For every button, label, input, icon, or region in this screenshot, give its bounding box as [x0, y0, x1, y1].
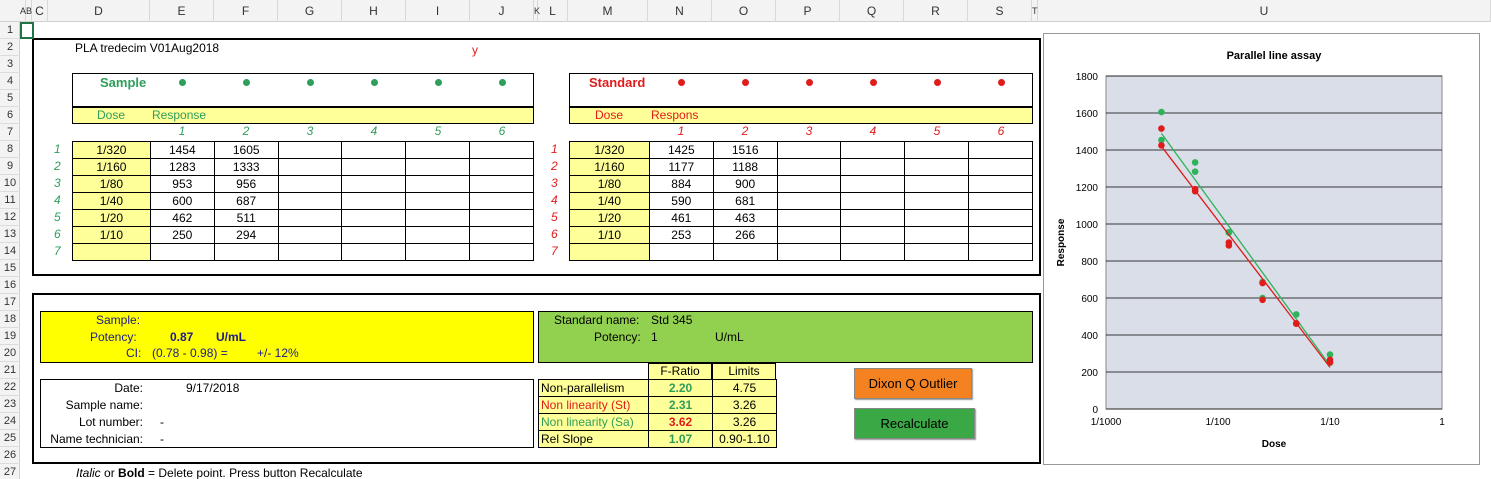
- response-cell[interactable]: [841, 176, 905, 193]
- stats-row: [539, 431, 777, 448]
- response-cell[interactable]: 884: [649, 176, 713, 193]
- standard-col-number: 5: [933, 124, 941, 138]
- standard-marker-dot: [678, 79, 685, 86]
- column-header-P[interactable]: P: [776, 0, 840, 22]
- row-header-13[interactable]: 13: [0, 226, 20, 243]
- column-header-U[interactable]: U: [1038, 0, 1491, 22]
- dose-cell[interactable]: 1/10: [73, 227, 151, 244]
- response-cell[interactable]: 1283: [150, 159, 214, 176]
- standard-potency-value: 1: [651, 330, 658, 344]
- response-cell[interactable]: [150, 244, 214, 261]
- standard-row-number: 2: [551, 159, 558, 173]
- response-cell[interactable]: [777, 227, 841, 244]
- footer-bold: Bold: [118, 466, 145, 479]
- standard-response-label: Respons: [651, 108, 699, 122]
- stats-row: [539, 414, 777, 431]
- stats-fratio: 3.62: [649, 414, 713, 431]
- date-label: Date:: [114, 381, 143, 395]
- row-header-9[interactable]: 9: [0, 158, 20, 175]
- column-header-J[interactable]: J: [470, 0, 534, 22]
- series-0-point: [1192, 159, 1199, 166]
- response-cell[interactable]: [969, 193, 1033, 210]
- response-cell[interactable]: 294: [214, 227, 278, 244]
- stats-table: [538, 379, 777, 448]
- dose-cell[interactable]: 1/160: [570, 159, 650, 176]
- sample-marker-dot: [499, 79, 506, 86]
- tech-value[interactable]: -: [160, 432, 164, 446]
- sheet-title: PLA tredecim V01Aug2018: [75, 41, 220, 55]
- response-cell[interactable]: [278, 142, 342, 159]
- standard-name-label: Standard name:: [554, 313, 640, 327]
- response-cell[interactable]: [406, 244, 470, 261]
- stats-row: [539, 380, 777, 397]
- standard-col-number: 2: [741, 124, 749, 138]
- response-cell[interactable]: [342, 227, 406, 244]
- sample-col-number: 4: [370, 124, 378, 138]
- response-cell[interactable]: [470, 142, 534, 159]
- response-cell[interactable]: [278, 176, 342, 193]
- sample-col-number: 5: [434, 124, 442, 138]
- x-axis-label: Dose: [1261, 439, 1287, 450]
- result-ci-value: (0.78 - 0.98) =: [152, 346, 228, 360]
- x-tick-label: 1/1000: [1090, 417, 1122, 428]
- stats-limit: 3.26: [713, 414, 777, 431]
- y-tick-label: 0: [1092, 405, 1098, 416]
- standard-row-number: 6: [551, 227, 558, 241]
- stats-label: Non linearity (St): [539, 397, 649, 414]
- response-cell[interactable]: [841, 227, 905, 244]
- y-tick-label: 1400: [1075, 146, 1098, 157]
- response-cell[interactable]: 253: [649, 227, 713, 244]
- result-potency-label: Potency:: [90, 330, 137, 344]
- lot-label: Lot number:: [78, 415, 143, 429]
- y-tick-label: 400: [1081, 331, 1098, 342]
- response-cell[interactable]: [905, 193, 969, 210]
- footer-italic: Italic: [76, 466, 101, 479]
- response-cell[interactable]: [406, 227, 470, 244]
- row-header-16[interactable]: 16: [0, 277, 20, 294]
- fratio-header: F-Ratio: [648, 363, 712, 380]
- y-axis-label: Response: [1056, 218, 1067, 267]
- sample-col-number: 2: [242, 124, 250, 138]
- row-header-23[interactable]: 23: [0, 396, 20, 413]
- column-header-D[interactable]: D: [48, 0, 150, 22]
- column-header-K[interactable]: K: [534, 0, 538, 22]
- standard-row-number: 3: [551, 176, 558, 190]
- response-cell[interactable]: [969, 244, 1033, 261]
- response-cell[interactable]: 600: [150, 193, 214, 210]
- series-1-point: [1158, 125, 1165, 132]
- row-header-7[interactable]: 7: [0, 124, 20, 141]
- response-cell[interactable]: [342, 142, 406, 159]
- y-tick-label: 1800: [1075, 72, 1098, 83]
- result-ci-label: CI:: [126, 346, 142, 360]
- column-header-O[interactable]: O: [712, 0, 776, 22]
- stats-label: Non-parallelism: [539, 380, 649, 397]
- row-header-8[interactable]: 8: [0, 141, 20, 158]
- sample-row-number: 5: [54, 210, 61, 224]
- dixon-button-label: Dixon Q Outlier: [868, 376, 958, 391]
- table-row: [73, 159, 534, 176]
- standard-table: [569, 141, 1033, 261]
- stats-limit: 3.26: [713, 397, 777, 414]
- series-0-point: [1293, 311, 1300, 318]
- response-cell[interactable]: 250: [150, 227, 214, 244]
- row-header-bar: [0, 22, 20, 479]
- dose-cell[interactable]: [73, 244, 151, 261]
- response-cell[interactable]: 266: [713, 227, 777, 244]
- response-cell[interactable]: [406, 193, 470, 210]
- response-cell[interactable]: [841, 210, 905, 227]
- response-cell[interactable]: [777, 176, 841, 193]
- response-cell[interactable]: [905, 244, 969, 261]
- response-cell[interactable]: [777, 244, 841, 261]
- row-header-20[interactable]: 20: [0, 345, 20, 362]
- table-row: [73, 210, 534, 227]
- stats-limit: 0.90-1.10: [713, 431, 777, 448]
- table-row: [570, 227, 1033, 244]
- response-cell[interactable]: [470, 159, 534, 176]
- row-header-11[interactable]: 11: [0, 192, 20, 209]
- table-row: [570, 159, 1033, 176]
- table-row: [570, 210, 1033, 227]
- response-cell[interactable]: [342, 193, 406, 210]
- row-header-5[interactable]: 5: [0, 90, 20, 107]
- x-tick-label: 1/10: [1320, 417, 1340, 428]
- response-cell[interactable]: [841, 244, 905, 261]
- response-cell[interactable]: [278, 159, 342, 176]
- response-cell[interactable]: [905, 227, 969, 244]
- response-cell[interactable]: [278, 244, 342, 261]
- standard-col-number: 3: [805, 124, 813, 138]
- column-header-N[interactable]: N: [648, 0, 712, 22]
- dose-cell[interactable]: 1/80: [73, 176, 151, 193]
- standard-potency-unit: U/mL: [715, 330, 744, 344]
- row-header-19[interactable]: 19: [0, 328, 20, 345]
- response-cell[interactable]: [969, 159, 1033, 176]
- chart-frame[interactable]: [1043, 33, 1480, 465]
- tech-label: Name technician:: [50, 432, 143, 446]
- sample-row-number: 4: [54, 193, 61, 207]
- response-cell[interactable]: 1177: [649, 159, 713, 176]
- lot-value[interactable]: -: [160, 415, 164, 429]
- response-cell[interactable]: [278, 193, 342, 210]
- stats-limit: 4.75: [713, 380, 777, 397]
- footer-rest: = Delete point. Press button Recalculate: [144, 466, 363, 479]
- standard-dose-label: Dose: [594, 108, 623, 122]
- chart-title: Parallel line assay: [1226, 50, 1322, 62]
- row-header-1[interactable]: 1: [0, 22, 20, 39]
- response-cell[interactable]: [905, 210, 969, 227]
- recalculate-button[interactable]: [854, 408, 975, 439]
- response-cell[interactable]: [777, 142, 841, 159]
- sample-col-number: 3: [306, 124, 314, 138]
- response-cell[interactable]: [777, 210, 841, 227]
- row-header-26[interactable]: 26: [0, 447, 20, 464]
- series-1-point: [1327, 356, 1334, 363]
- series-1-point: [1158, 142, 1165, 149]
- row-header-22[interactable]: 22: [0, 379, 20, 396]
- series-1-point: [1192, 186, 1199, 193]
- row-header-27[interactable]: 27: [0, 464, 20, 479]
- parallel-line-assay-chart: [1044, 34, 1479, 464]
- response-cell[interactable]: [470, 210, 534, 227]
- table-row: [73, 227, 534, 244]
- row-header-3[interactable]: 3: [0, 56, 20, 73]
- response-cell[interactable]: 590: [649, 193, 713, 210]
- response-cell[interactable]: [470, 244, 534, 261]
- standard-row-number: 1: [551, 142, 558, 156]
- dixon-q-outlier-button[interactable]: [854, 368, 972, 399]
- response-cell[interactable]: [214, 244, 278, 261]
- series-1-point: [1259, 280, 1266, 287]
- response-cell[interactable]: 1605: [214, 142, 278, 159]
- response-cell[interactable]: [969, 176, 1033, 193]
- column-header-H[interactable]: H: [342, 0, 406, 22]
- table-row: [73, 176, 534, 193]
- dose-cell[interactable]: 1/40: [570, 193, 650, 210]
- response-cell[interactable]: 1516: [713, 142, 777, 159]
- sample-marker-dot: [435, 79, 442, 86]
- series-1-point: [1293, 320, 1300, 327]
- sample-row-number: 7: [54, 244, 61, 258]
- column-header-G[interactable]: G: [278, 0, 342, 22]
- sample-name-label: Sample name:: [65, 398, 143, 412]
- response-cell[interactable]: [342, 159, 406, 176]
- column-header-C[interactable]: C: [32, 0, 48, 22]
- date-value[interactable]: 9/17/2018: [186, 381, 240, 395]
- response-cell[interactable]: 956: [214, 176, 278, 193]
- response-cell[interactable]: [470, 227, 534, 244]
- table-row: [570, 193, 1033, 210]
- sample-row-number: 3: [54, 176, 61, 190]
- sample-col-number: 1: [178, 124, 186, 138]
- row-header-25[interactable]: 25: [0, 430, 20, 447]
- response-cell[interactable]: [470, 193, 534, 210]
- standard-name-value: Std 345: [651, 313, 693, 327]
- flag-cell[interactable]: y: [472, 43, 478, 57]
- response-cell[interactable]: 1333: [214, 159, 278, 176]
- result-potency-unit: U/mL: [216, 330, 246, 344]
- response-cell[interactable]: [841, 142, 905, 159]
- dose-cell[interactable]: 1/80: [570, 176, 650, 193]
- standard-row-number: 5: [551, 210, 558, 224]
- selected-cell[interactable]: [20, 22, 34, 39]
- column-header-M[interactable]: M: [568, 0, 648, 22]
- response-cell[interactable]: [905, 142, 969, 159]
- table-row: [570, 176, 1033, 193]
- response-cell[interactable]: [406, 142, 470, 159]
- row-header-2[interactable]: 2: [0, 39, 20, 56]
- column-header-B[interactable]: B: [26, 0, 32, 22]
- row-header-24[interactable]: 24: [0, 413, 20, 430]
- row-header-14[interactable]: 14: [0, 243, 20, 260]
- table-row: [570, 142, 1033, 159]
- response-cell[interactable]: 900: [713, 176, 777, 193]
- dose-cell[interactable]: 1/160: [73, 159, 151, 176]
- result-potency-value: 0.87: [170, 330, 194, 344]
- series-0-point: [1158, 109, 1165, 116]
- standard-row-number: 7: [551, 244, 558, 258]
- response-cell[interactable]: [905, 159, 969, 176]
- response-cell[interactable]: [841, 159, 905, 176]
- row-header-12[interactable]: 12: [0, 209, 20, 226]
- column-header-L[interactable]: L: [538, 0, 568, 22]
- stats-row: [539, 397, 777, 414]
- response-cell[interactable]: [342, 244, 406, 261]
- standard-marker-dot: [806, 79, 813, 86]
- y-tick-label: 1000: [1075, 220, 1098, 231]
- column-header-I[interactable]: I: [406, 0, 470, 22]
- response-cell[interactable]: 511: [214, 210, 278, 227]
- y-tick-label: 200: [1081, 368, 1098, 379]
- table-row: [73, 244, 534, 261]
- footer-note: [76, 466, 363, 479]
- y-tick-label: 1200: [1075, 183, 1098, 194]
- row-header-17[interactable]: 17: [0, 294, 20, 311]
- response-cell[interactable]: [278, 210, 342, 227]
- result-sample-label: Sample:: [96, 313, 141, 327]
- response-cell[interactable]: [777, 159, 841, 176]
- stats-fratio: 1.07: [649, 431, 713, 448]
- sample-row-number: 2: [54, 159, 61, 173]
- sample-dose-label: Dose: [96, 108, 125, 122]
- sample-marker-dot: [307, 79, 314, 86]
- response-cell[interactable]: [969, 142, 1033, 159]
- dose-cell[interactable]: 1/10: [570, 227, 650, 244]
- stats-fratio: 2.20: [649, 380, 713, 397]
- response-cell[interactable]: [406, 159, 470, 176]
- response-cell[interactable]: [470, 176, 534, 193]
- standard-label: Standard: [589, 75, 646, 90]
- standard-marker-dot: [998, 79, 1005, 86]
- standard-row-number: 4: [551, 193, 558, 207]
- series-1-point: [1259, 297, 1266, 304]
- y-tick-label: 800: [1081, 257, 1098, 268]
- sample-label: Sample: [100, 75, 147, 90]
- response-cell[interactable]: 687: [214, 193, 278, 210]
- result-ci-pct: +/- 12%: [257, 346, 299, 360]
- column-header-Q[interactable]: Q: [840, 0, 904, 22]
- response-cell[interactable]: 681: [713, 193, 777, 210]
- stats-label: Rel Slope: [539, 431, 649, 448]
- response-cell[interactable]: [406, 210, 470, 227]
- response-cell[interactable]: 953: [150, 176, 214, 193]
- standard-marker-dot: [934, 79, 941, 86]
- table-row: [73, 193, 534, 210]
- dose-cell[interactable]: 1/320: [73, 142, 151, 159]
- y-tick-label: 600: [1081, 294, 1098, 305]
- dose-cell[interactable]: [570, 244, 650, 261]
- limits-header: Limits: [712, 363, 776, 380]
- sample-marker-dot: [371, 79, 378, 86]
- column-header-R[interactable]: R: [904, 0, 968, 22]
- column-header-bar: [0, 0, 1491, 22]
- response-cell[interactable]: [969, 210, 1033, 227]
- dose-cell[interactable]: 1/20: [73, 210, 151, 227]
- y-tick-label: 1600: [1075, 109, 1098, 120]
- sample-marker-dot: [243, 79, 250, 86]
- response-cell[interactable]: [278, 227, 342, 244]
- column-header-F[interactable]: F: [214, 0, 278, 22]
- column-header-S[interactable]: S: [968, 0, 1032, 22]
- sample-row-number: 1: [54, 142, 61, 156]
- standard-col-number: 4: [869, 124, 877, 138]
- dose-cell[interactable]: 1/20: [570, 210, 650, 227]
- column-header-A[interactable]: A: [20, 0, 26, 22]
- stats-fratio: 2.31: [649, 397, 713, 414]
- row-header-21[interactable]: 21: [0, 362, 20, 379]
- column-header-T[interactable]: T: [1032, 0, 1038, 22]
- response-cell[interactable]: [969, 227, 1033, 244]
- table-row: [73, 142, 534, 159]
- standard-col-number: 1: [677, 124, 685, 138]
- response-cell[interactable]: 462: [150, 210, 214, 227]
- sample-table: [72, 141, 534, 261]
- row-header-15[interactable]: 15: [0, 260, 20, 277]
- x-tick-label: 1: [1439, 417, 1445, 428]
- row-header-10[interactable]: 10: [0, 175, 20, 192]
- standard-potency-label: Potency:: [594, 330, 641, 344]
- response-cell[interactable]: [713, 244, 777, 261]
- response-cell[interactable]: [342, 210, 406, 227]
- row-header-4[interactable]: 4: [0, 73, 20, 90]
- sample-row-number: 6: [54, 227, 61, 241]
- column-header-E[interactable]: E: [150, 0, 214, 22]
- row-header-18[interactable]: 18: [0, 311, 20, 328]
- table-row: [570, 244, 1033, 261]
- standard-col-number: 6: [997, 124, 1005, 138]
- recalculate-button-label: Recalculate: [880, 416, 949, 431]
- response-cell[interactable]: 1188: [713, 159, 777, 176]
- response-cell[interactable]: [905, 176, 969, 193]
- response-cell[interactable]: [649, 244, 713, 261]
- response-cell[interactable]: [342, 176, 406, 193]
- standard-marker-dot: [870, 79, 877, 86]
- response-cell[interactable]: 461: [649, 210, 713, 227]
- series-0-point: [1192, 168, 1199, 175]
- response-cell[interactable]: [406, 176, 470, 193]
- x-tick-label: 1/100: [1205, 417, 1231, 428]
- response-cell[interactable]: 1425: [649, 142, 713, 159]
- sample-response-label: Response: [152, 108, 207, 122]
- sample-marker-dot: [179, 79, 186, 86]
- standard-marker-dot: [742, 79, 749, 86]
- dose-cell[interactable]: 1/40: [73, 193, 151, 210]
- response-cell[interactable]: [777, 193, 841, 210]
- series-1-point: [1226, 239, 1233, 246]
- plot-area: [1106, 76, 1442, 409]
- response-cell[interactable]: 463: [713, 210, 777, 227]
- sample-col-number: 6: [498, 124, 506, 138]
- dose-cell[interactable]: 1/320: [570, 142, 650, 159]
- response-cell[interactable]: [841, 193, 905, 210]
- row-header-6[interactable]: 6: [0, 107, 20, 124]
- response-cell[interactable]: 1454: [150, 142, 214, 159]
- stats-label: Non linearity (Sa): [539, 414, 649, 431]
- footer-or: or: [100, 466, 119, 479]
